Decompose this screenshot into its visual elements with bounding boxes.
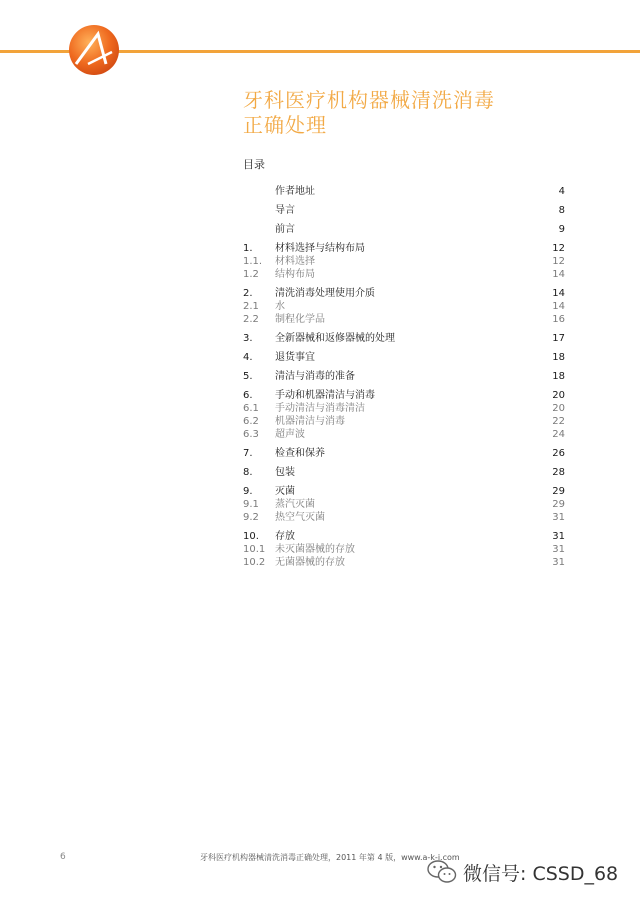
toc-entry-number: 1.1. xyxy=(243,256,263,267)
toc-entry-number: 9.2 xyxy=(243,512,259,523)
toc-entry-page: 14 xyxy=(552,288,565,299)
toc-entry[interactable] xyxy=(243,313,565,326)
toc-entry-number: 2.1 xyxy=(243,301,259,312)
toc-entry-number: 8. xyxy=(243,467,253,478)
toc-entry-label: 检查和保养 xyxy=(275,448,325,459)
toc-entry-label: 清洗消毒处理使用介质 xyxy=(275,288,375,299)
wechat-icon xyxy=(427,859,457,885)
toc-entry-number: 10.2 xyxy=(243,557,266,568)
toc-entry-label: 制程化学品 xyxy=(275,314,325,325)
title-line-2: 正确处理 xyxy=(243,113,327,137)
toc-entry-label: 手动清洁与消毒清洁 xyxy=(275,403,365,414)
toc-entry[interactable] xyxy=(243,511,565,524)
toc-entry-page: 16 xyxy=(552,314,565,325)
toc-heading: 目录 xyxy=(243,158,265,171)
wechat-watermark xyxy=(427,858,618,886)
wechat-id: 微信号: CSSD_68 xyxy=(463,862,619,885)
toc-entry[interactable] xyxy=(243,351,565,364)
document-title xyxy=(243,88,573,138)
toc-entry[interactable] xyxy=(243,402,565,415)
toc-entry-page: 18 xyxy=(552,371,565,382)
toc-entry-label: 热空气灭菌 xyxy=(275,512,325,523)
toc-entry[interactable] xyxy=(243,498,565,511)
toc-entry-number: 10. xyxy=(243,531,259,542)
toc-entry-page: 31 xyxy=(552,531,565,542)
toc-entry-label: 蒸汽灭菌 xyxy=(275,499,315,510)
toc-entry-page: 20 xyxy=(552,403,565,414)
toc-entry[interactable] xyxy=(243,287,565,300)
toc-entry[interactable] xyxy=(243,370,565,383)
toc-entry[interactable] xyxy=(243,447,565,460)
logo xyxy=(68,24,120,76)
toc-entry-label: 手动和机器清洁与消毒 xyxy=(275,390,375,401)
toc-entry[interactable] xyxy=(243,242,565,255)
toc-entry-label: 全新器械和返修器械的处理 xyxy=(275,333,395,344)
toc-entry-label: 导言 xyxy=(275,205,295,216)
toc-entry-label: 灭菌 xyxy=(275,486,295,497)
footer-page-number: 6 xyxy=(60,852,66,862)
toc-entry-number: 9. xyxy=(243,486,253,497)
toc-entry-number: 6. xyxy=(243,390,253,401)
toc-entry-page: 8 xyxy=(558,205,565,216)
toc-entry-page: 31 xyxy=(552,512,565,523)
toc-entry-number: 6.3 xyxy=(243,429,259,440)
toc-entry-label: 水 xyxy=(275,301,285,312)
toc-entry[interactable] xyxy=(243,255,565,268)
toc-entry-number: 6.1 xyxy=(243,403,259,414)
toc-entry-page: 20 xyxy=(552,390,565,401)
toc-entry-label: 材料选择 xyxy=(275,256,315,267)
toc-entry-number: 7. xyxy=(243,448,253,459)
toc-entry-number: 1. xyxy=(243,243,253,254)
toc-entry[interactable] xyxy=(243,428,565,441)
toc-entry-label: 超声波 xyxy=(275,429,305,440)
toc-entry[interactable] xyxy=(243,530,565,543)
toc-entry-label: 结构布局 xyxy=(275,269,315,280)
toc-entry-page: 12 xyxy=(552,243,565,254)
toc-entry-number: 6.2 xyxy=(243,416,259,427)
toc-entry-page: 29 xyxy=(552,486,565,497)
toc-entry-page: 31 xyxy=(552,544,565,555)
toc-entry-page: 17 xyxy=(552,333,565,344)
toc-entry[interactable] xyxy=(243,300,565,313)
toc-entry-label: 包装 xyxy=(275,467,295,478)
toc-entry-label: 存放 xyxy=(275,531,295,542)
toc-entry-page: 28 xyxy=(552,467,565,478)
toc-entry-page: 29 xyxy=(552,499,565,510)
toc-entry-label: 材料选择与结构布局 xyxy=(275,243,365,254)
toc-entry-number: 4. xyxy=(243,352,253,363)
toc-entry-page: 18 xyxy=(552,352,565,363)
toc-entry-page: 22 xyxy=(552,416,565,427)
toc-entry-page: 14 xyxy=(552,301,565,312)
title-line-1: 牙科医疗机构器械清洗消毒 xyxy=(243,88,495,112)
toc-entry-number: 2. xyxy=(243,288,253,299)
toc-entry-number: 3. xyxy=(243,333,253,344)
toc-entry[interactable] xyxy=(243,415,565,428)
toc-entry[interactable] xyxy=(243,332,565,345)
toc-entry-label: 机器清洁与消毒 xyxy=(275,416,345,427)
toc-entry[interactable] xyxy=(243,466,565,479)
toc-entry-label: 作者地址 xyxy=(275,186,315,197)
toc-entry-number: 1.2 xyxy=(243,269,259,280)
toc-entry-number: 5. xyxy=(243,371,253,382)
toc-entry-page: 31 xyxy=(552,557,565,568)
toc-entry-number: 2.2 xyxy=(243,314,259,325)
toc-entry[interactable] xyxy=(243,485,565,498)
toc-entry[interactable] xyxy=(243,185,565,198)
toc-entry-page: 26 xyxy=(552,448,565,459)
toc-entry[interactable] xyxy=(243,389,565,402)
toc-entry-label: 退货事宜 xyxy=(275,352,315,363)
toc-entry-label: 清洁与消毒的准备 xyxy=(275,371,355,382)
toc-entry[interactable] xyxy=(243,223,565,236)
toc-entry-number: 10.1 xyxy=(243,544,266,555)
toc-entry-number: 9.1 xyxy=(243,499,259,510)
toc-entry-label: 无菌器械的存放 xyxy=(275,557,345,568)
toc-entry-page: 24 xyxy=(552,429,565,440)
toc-entry-label: 未灭菌器械的存放 xyxy=(275,544,355,555)
toc-entry-page: 12 xyxy=(552,256,565,267)
toc-entry[interactable] xyxy=(243,543,565,556)
toc-entry[interactable] xyxy=(243,204,565,217)
toc-entry-page: 9 xyxy=(558,224,565,235)
toc-entry[interactable] xyxy=(243,556,565,569)
toc-entry-page: 14 xyxy=(552,269,565,280)
toc-entry[interactable] xyxy=(243,268,565,281)
toc-entry-page: 4 xyxy=(558,186,565,197)
toc-entry-label: 前言 xyxy=(275,224,295,235)
footer-text: 牙科医疗机构器械清洗消毒正确处理，2011 年第 4 版，www.a-k-i.com xyxy=(200,853,460,862)
